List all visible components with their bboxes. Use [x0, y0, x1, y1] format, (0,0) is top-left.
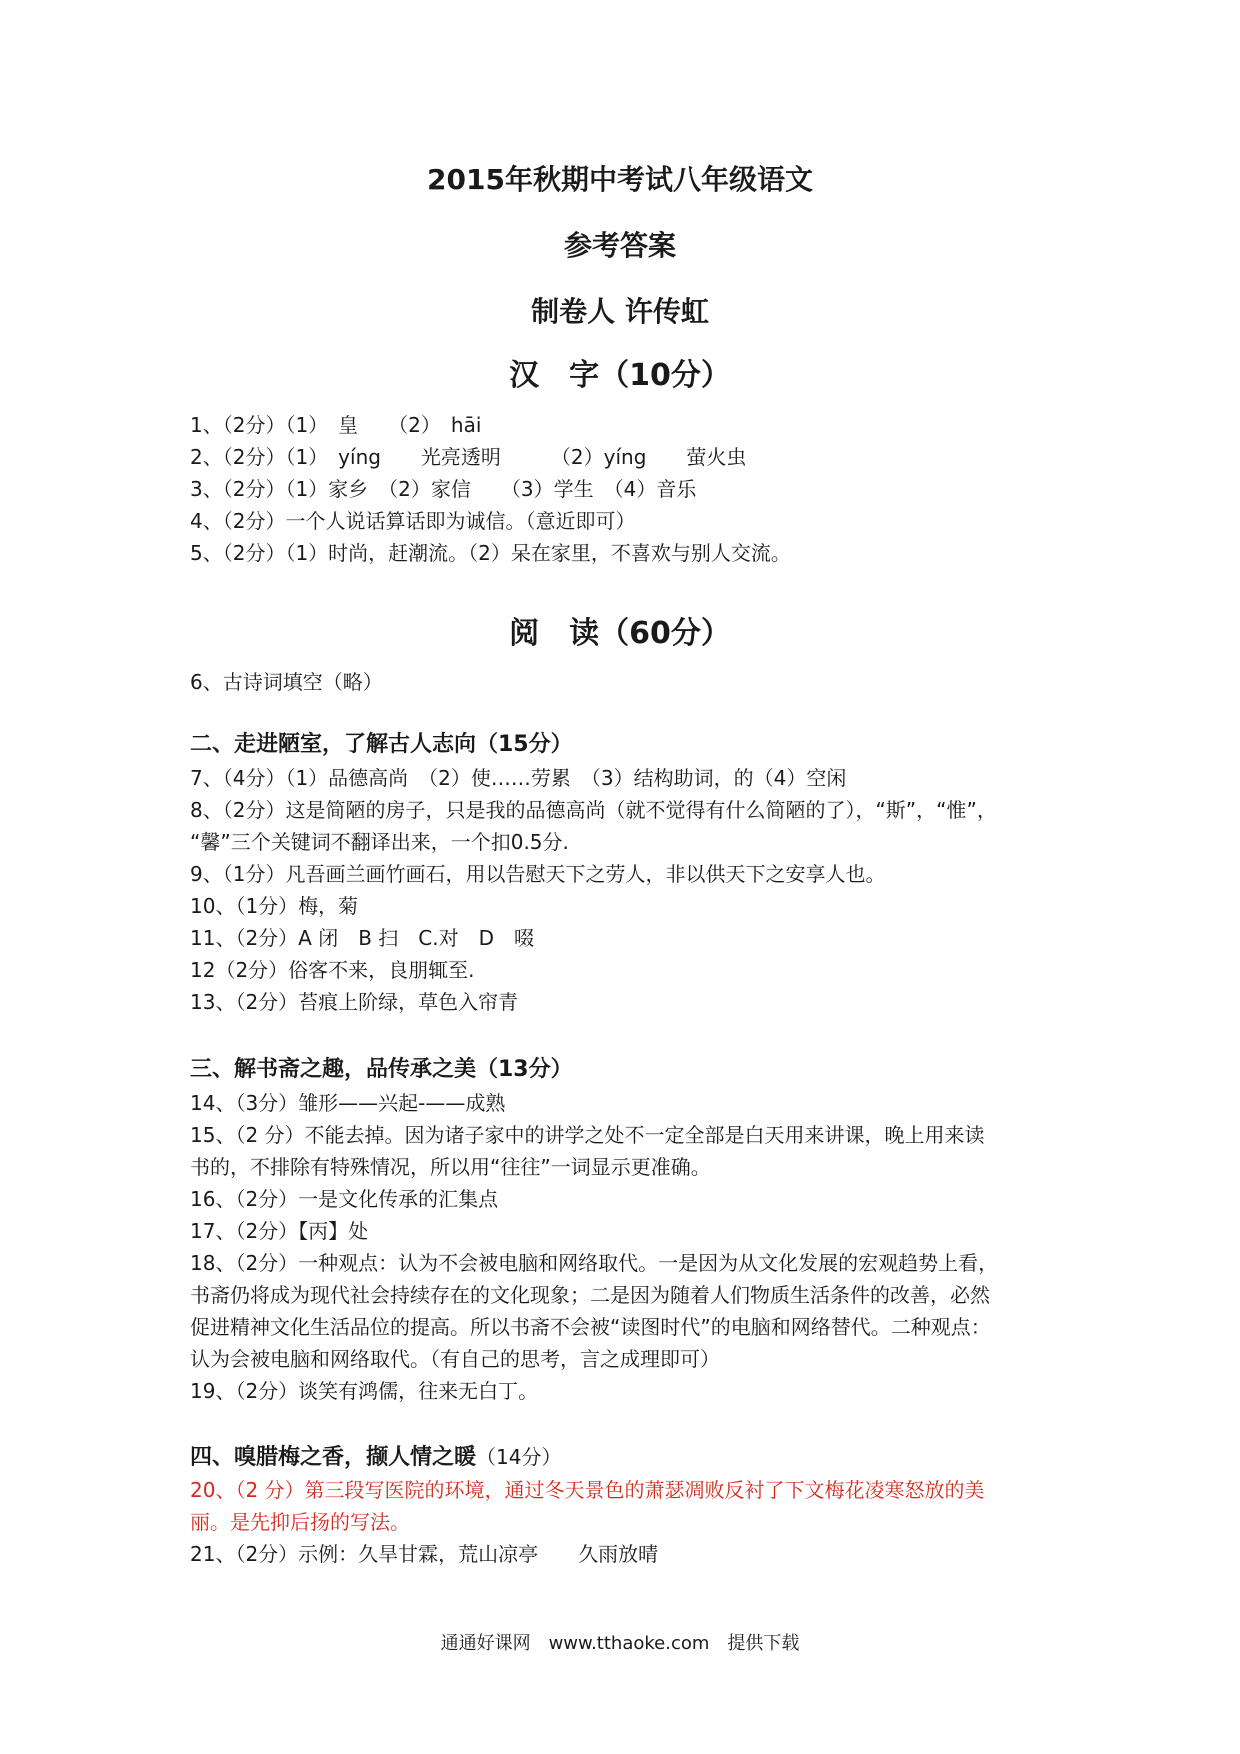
part3-heading: 三、解书斋之趣，品传承之美（13分）	[190, 1057, 573, 1082]
answer-line-18: 18、（2分）一种观点：认为不会被电脑和网络取代。一是因为从文化发展的宏观趋势上看，	[190, 1251, 999, 1275]
answer-line-8-cont: “馨”三个关键词不翻译出来，一个扣0.5分.	[190, 830, 569, 854]
answer-line-17: 17、（2分）【丙】处	[190, 1219, 369, 1243]
answer-line-12: 12（2分）俗客不来，良朋辄至.	[190, 958, 475, 982]
section-title-reading: 阅 读（60分）	[509, 616, 731, 651]
part2-heading: 二、走进陋室，了解古人志向（15分）	[190, 732, 573, 757]
answer-line-4: 4、（2分）一个人说话算话即为诚信。（意近即可）	[190, 509, 636, 533]
answer-line-10: 10、（1分）梅，菊	[190, 894, 359, 918]
answer-line-15-cont: 书的，不排除有特殊情况，所以用“往往”一词显示更准确。	[190, 1155, 711, 1179]
answer-line-5: 5、（2分）（1）时尚，赶潮流。（2）呆在家里，不喜欢与别人交流。	[190, 541, 791, 565]
footer-credit: 通通好课网 www.tthaoke.com 提供下载	[440, 1633, 800, 1654]
part4-heading-title: 四、嗅腊梅之香，撷人情之暖	[190, 1445, 477, 1470]
answer-line-7: 7、（4分）（1）品德高尚 （2）使……劳累 （3）结构助词，的（4）空闲	[190, 766, 847, 790]
section-title-hanzi: 汉 字（10分）	[509, 358, 731, 393]
answer-line-2: 2、（2分）（1） yíng 光亮透明 （2）yíng 萤火虫	[190, 445, 747, 469]
answer-line-16: 16、（2分）一是文化传承的汇集点	[190, 1187, 499, 1211]
answer-line-20: 20、（2 分）第三段写医院的环境，通过冬天景色的萧瑟凋败反衬了下文梅花凌寒怒放的美	[190, 1478, 985, 1502]
answer-line-11: 11、（2分）A 闭 B 扫 C.对 D 啜	[190, 926, 535, 950]
answer-line-14: 14、（3分）雏形——兴起-——成熟	[190, 1091, 506, 1115]
part4-heading	[190, 1443, 1070, 1472]
answer-line-18-cont-2: 促进精神文化生活品位的提高。所以书斋不会被“读图时代”的电脑和网络替代。二种观点：	[190, 1315, 991, 1339]
document-author: 制卷人 许传虹	[531, 295, 709, 328]
answer-line-6: 6、古诗词填空（略）	[190, 670, 383, 694]
part4-heading-score: （14分）	[476, 1445, 562, 1469]
answer-line-15: 15、（2 分）不能去掉。因为诸子家中的讲学之处不一定全部是白天用来讲课，晚上用来读	[190, 1123, 985, 1147]
answer-line-13: 13、（2分）苔痕上阶绿，草色入帘青	[190, 990, 519, 1014]
answer-line-1: 1、（2分）（1） 皇 （2） hāi	[190, 413, 482, 437]
answer-line-8: 8、（2分）这是简陋的房子，只是我的品德高尚（就不觉得有什么简陋的了），“斯”，“惟”，	[190, 798, 997, 822]
answer-line-18-cont-1: 书斋仍将成为现代社会持续存在的文化现象；二是因为随着人们物质生活条件的改善，必然	[190, 1283, 990, 1307]
document-title: 2015年秋期中考试八年级语文	[427, 163, 813, 196]
document-subtitle: 参考答案	[563, 229, 676, 262]
answer-line-20-cont: 丽。是先抑后扬的写法。	[190, 1510, 410, 1534]
answer-line-3: 3、（2分）（1）家乡 （2）家信 （3）学生 （4）音乐	[190, 477, 697, 501]
answer-line-9: 9、（1分）凡吾画兰画竹画石，用以告慰天下之劳人，非以供天下之安享人也。	[190, 862, 886, 886]
answer-line-19: 19、（2分）谈笑有鸿儒，往来无白丁。	[190, 1379, 539, 1403]
answer-line-21: 21、（2分）示例：久旱甘霖，荒山凉亭 久雨放晴	[190, 1542, 659, 1566]
answer-line-18-cont-3: 认为会被电脑和网络取代。（有自己的思考，言之成理即可）	[190, 1347, 720, 1371]
